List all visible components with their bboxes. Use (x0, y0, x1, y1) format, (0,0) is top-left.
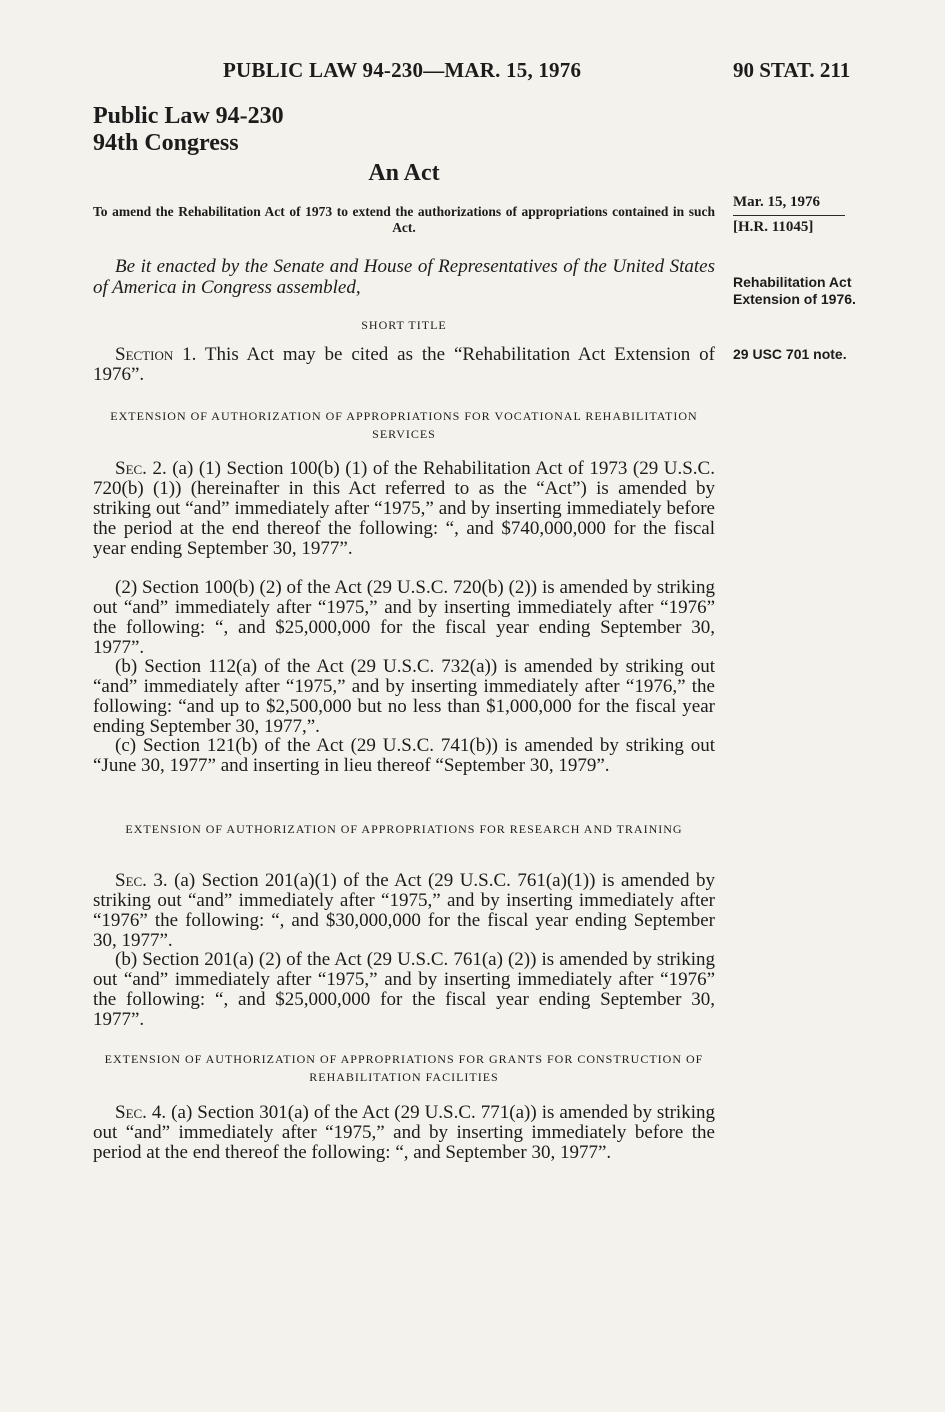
section-3-lead: Sec. 3. (115, 870, 168, 891)
section-3-a (93, 871, 715, 951)
act-purpose: To amend the Rehabilitation Act of 1973 to extend the authorizations of appropriations contained in such Act. (93, 204, 715, 235)
section-1 (93, 345, 715, 385)
public-law-number: Public Law 94-230 (93, 103, 284, 129)
margin-bill-number: [H.R. 11045] (733, 219, 814, 235)
section-2-lead: Sec. 2. (115, 458, 167, 479)
section-3-a-text: (a) Section 201(a)(1) of the Act (29 U.S.C. 761(a)(1)) is amended by striking out “and” immediately after “1975,” and by inserting immediately after “1976” the following: “, and $30,000,000 for the fiscal year ending September 30, 1977”. (93, 870, 715, 951)
section-2-b: (b) Section 112(a) of the Act (29 U.S.C. 732(a)) is amended by striking out “and” immediately after “1975,” and by inserting immediately after “1976,” the following: “and up to $2,500,000 but no less than $1,000,000 for the fiscal year ending September 30, 1977,”. (93, 656, 715, 737)
section-1-text: This Act may be cited as the “Rehabilitation Act Extension of 1976”. (93, 344, 715, 385)
section-2-c: (c) Section 121(b) of the Act (29 U.S.C. 741(b)) is amended by striking out “June 30, 1977” and inserting in lieu thereof “September 30, 1979”. (93, 735, 715, 776)
section-3-b: (b) Section 201(a) (2) of the Act (29 U.S.C. 761(a) (2)) is amended by striking out “and” immediately after “1975,” and by inserting immediately after “1976” the following: “, and $25,000,000 for the fiscal year ending September 30, 1977”. (93, 949, 715, 1030)
heading-section-4: EXTENSION OF AUTHORIZATION OF APPROPRIATIONS FOR GRANTS FOR CONSTRUCTION OF REHABILITATION FACILITIES (104, 1052, 704, 1084)
margin-divider (733, 215, 845, 216)
section-2-a1-text: (a) (1) Section 100(b) (1) of the Rehabilitation Act of 1973 (29 U.S.C. 720(b) (1)) (hereinafter in this Act referred to as the “Act”) is amended by striking out “and” immediately after “1975,” and by inserting immediately before the period at the end thereof the following: “, and $740,000,000 for the fiscal year ending September 30, 1977”. (93, 458, 715, 559)
section-1-lead: Section 1. (115, 344, 197, 365)
section-4-lead: Sec. 4. (115, 1102, 167, 1123)
heading-short-title: SHORT TITLE (361, 318, 447, 332)
heading-section-2: EXTENSION OF AUTHORIZATION OF APPROPRIATIONS FOR VOCATIONAL REHABILITATION SERVICES (110, 409, 698, 441)
margin-short-title-note: Rehabilitation Act Extension of 1976. (733, 274, 856, 307)
section-2-a2: (2) Section 100(b) (2) of the Act (29 U.S.C. 720(b) (2)) is amended by striking out “and” immediately after “1975,” and by inserting immediately after “1976” the following: “, and $25,000,000 for the fiscal year ending September 30, 1977”. (93, 577, 715, 658)
enacting-clause: Be it enacted by the Senate and House of Representatives of the United States of America in Congress assembled, (93, 256, 715, 298)
act-title: An Act (368, 160, 440, 186)
statute-page-number: 90 STAT. 211 (733, 58, 851, 82)
margin-usc-citation: 29 USC 701 note. (733, 346, 847, 362)
section-2-a1 (93, 459, 715, 559)
congress-label: 94th Congress (93, 130, 239, 156)
section-4-a (93, 1103, 715, 1163)
section-4-a-text: (a) Section 301(a) of the Act (29 U.S.C. 771(a)) is amended by striking out “and” immediately after “1975,” and by inserting immediately before the period at the end thereof the following: “, and September 30, 1977”. (93, 1102, 715, 1163)
running-head: PUBLIC LAW 94-230—MAR. 15, 1976 (223, 58, 582, 82)
heading-section-3: EXTENSION OF AUTHORIZATION OF APPROPRIATIONS FOR RESEARCH AND TRAINING (125, 822, 683, 836)
margin-date: Mar. 15, 1976 (733, 194, 820, 210)
